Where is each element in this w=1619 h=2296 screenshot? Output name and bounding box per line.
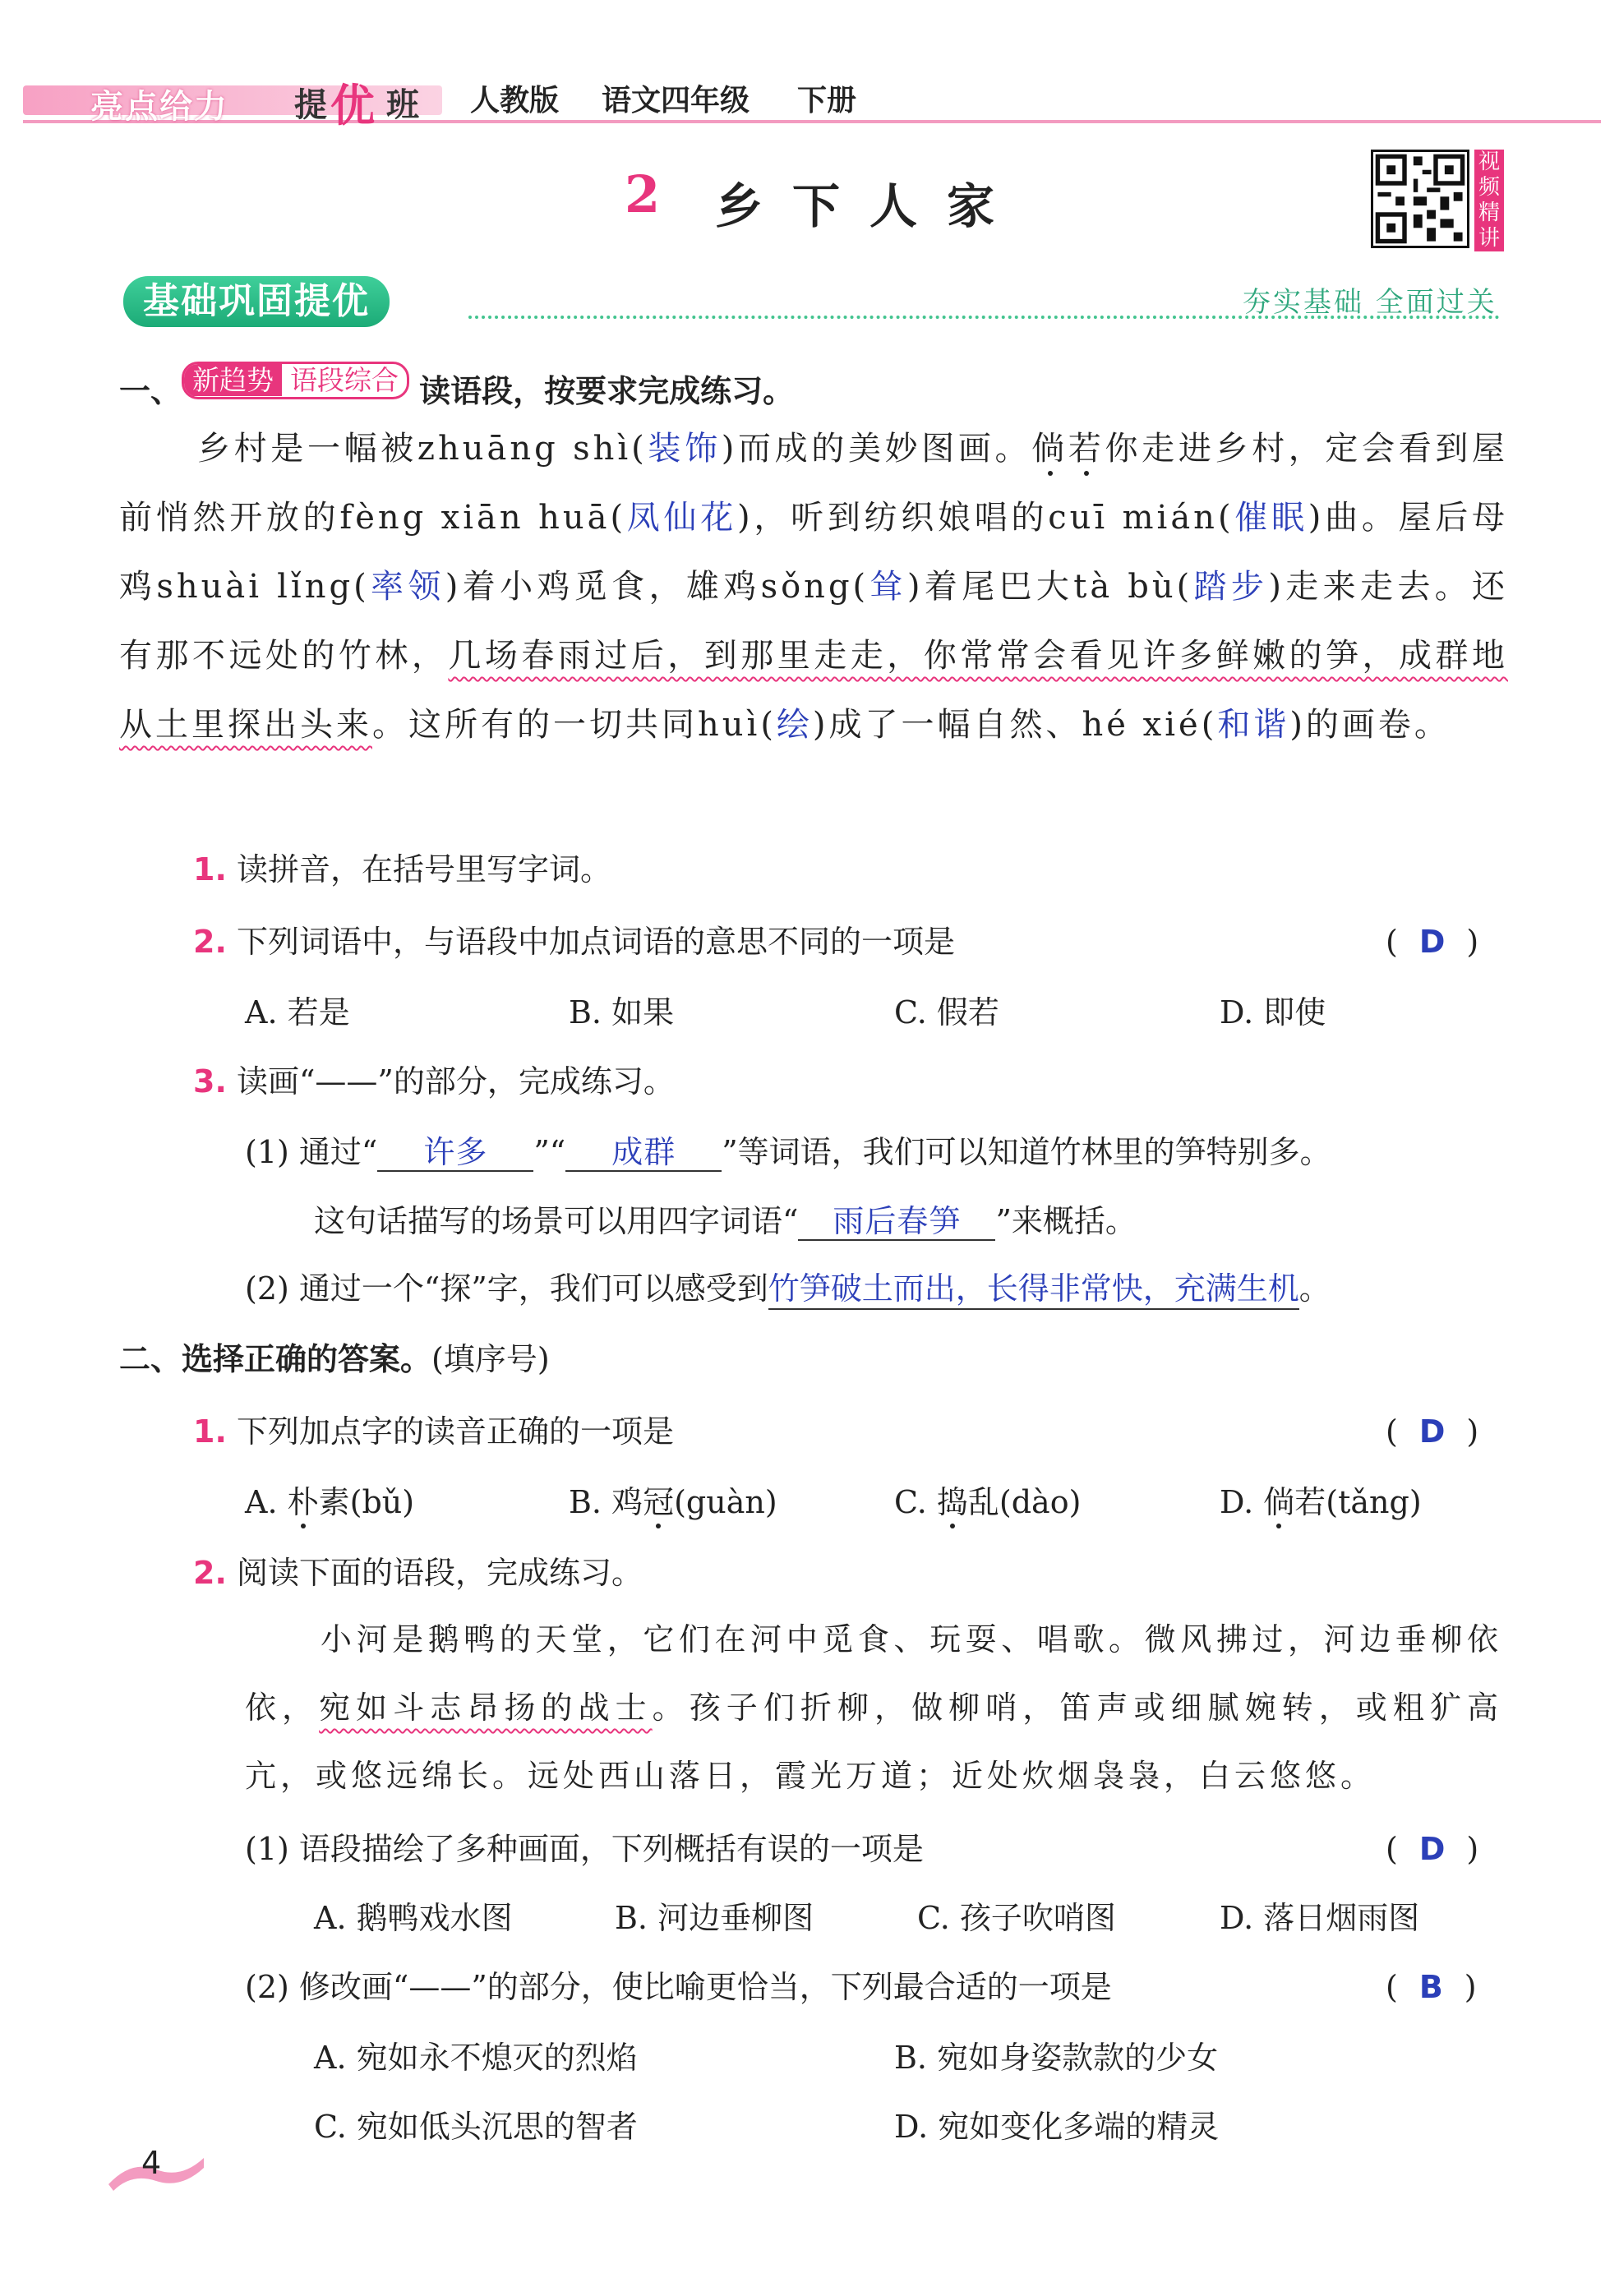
part1-heading [119, 362, 794, 409]
answer-bracket: ( D ) [1386, 1831, 1479, 1867]
question-text: 读拼音，在括号里写字词。 [236, 851, 611, 888]
answer-tabu: 踏步 [1192, 568, 1269, 606]
option: C. 假若 [894, 994, 999, 1030]
answer-choice: B [1418, 1969, 1443, 2005]
section-slogan: 夯实基础 全面过关 [1243, 286, 1497, 319]
passage-text: )而成的美妙图画。 [721, 430, 1032, 468]
part2-q2-sub2: (2) 修改画“——”的部分，使比喻更恰当，下列最合适的一项是 [245, 1969, 1112, 2005]
answer-bracket: ( B ) [1386, 1969, 1477, 2005]
option: A. 宛如永不熄灭的烈焰 [314, 2040, 638, 2076]
option: A. 若是 [245, 994, 350, 1030]
dotted-char: 倘 [1031, 430, 1068, 468]
question-number: 1. [193, 851, 227, 888]
sub-text: (1) 通过“ [245, 1134, 378, 1170]
dotted-char: 倘 [1263, 1484, 1295, 1520]
passage-text: )，听到纺织娘唱的cuī mián( [737, 499, 1234, 537]
part1-q3 [193, 1063, 675, 1100]
answer-song: 耸 [869, 568, 907, 606]
header-volume: 下册 [797, 84, 857, 118]
page-number: 4 [141, 2145, 162, 2181]
option: D. 落日烟雨图 [1220, 1900, 1420, 1936]
brand-ti: 提 [294, 86, 327, 124]
part2-label: 二、选择正确的答案。 [119, 1341, 432, 1377]
sub-text: ”来概括。 [995, 1203, 1137, 1239]
passage-text: )走来走去。还有那不远处的竹林， [119, 568, 1509, 675]
dotted-char: 朴 [287, 1484, 319, 1520]
part2-q1 [193, 1413, 674, 1450]
option-text: B. 鸡 [569, 1484, 643, 1520]
part2-hint: (填序号) [431, 1341, 550, 1377]
option: C. 孩子吹哨图 [917, 1900, 1116, 1936]
passage-text: )着小鸡觅食，雄鸡sǒng( [445, 568, 869, 606]
sub-text: ”“ [533, 1134, 566, 1170]
passage-text: 小河是鹅鸭的天堂，它们在河中觅食、玩耍、唱歌。微风拂过，河边垂柳依依， [245, 1621, 1502, 1726]
answer-cuimian: 催眠 [1234, 499, 1308, 537]
answer-blank: 竹笋破土而出，长得非常快，充满生机 [768, 1270, 1299, 1310]
qr-pattern [1373, 152, 1467, 246]
header-brand-background [23, 85, 442, 115]
option-text: A. [245, 1484, 288, 1520]
option: B. 宛如身姿款款的少女 [894, 2040, 1219, 2076]
option [1220, 1484, 1422, 1520]
wavy-underlined-sentence: 几场春雨过后，到那里走走，你常常会看见许多鲜嫩的笋，成群地从土里探出头来 [119, 637, 1509, 744]
brand-ban: 班 [386, 86, 419, 124]
answer-blank: 成群 [565, 1134, 722, 1172]
answer-blank: 雨后春笋 [798, 1203, 995, 1241]
option: A. 鹅鸭戏水图 [314, 1900, 513, 1936]
option: D. 即使 [1220, 994, 1326, 1030]
question-text: 阅读下面的语段，完成练习。 [236, 1555, 643, 1591]
qr-label: 视频精讲 [1474, 150, 1504, 251]
header-rule [23, 120, 1601, 123]
section-banner: 基础巩固提优 [123, 276, 390, 327]
tag-type: 语段综合 [290, 364, 399, 396]
answer-choice: D [1418, 924, 1446, 960]
answer-bracket: ( D ) [1386, 1413, 1479, 1450]
dotted-char: 冠 [643, 1484, 675, 1520]
question-type-tag [182, 362, 409, 399]
lesson-number: 2 [625, 164, 661, 224]
passage-text: 。孩子们折柳，做柳哨，笛声或细腻婉转，或粗犷高亢，或悠远绵长。远处西山落日，霞光万道；近处炊烟袅袅，白云悠悠。 [245, 1690, 1502, 1794]
header-subject-grade: 语文四年级 [602, 84, 750, 118]
question-number: 1. [193, 1413, 227, 1450]
option: D. 宛如变化多端的精灵 [894, 2109, 1220, 2145]
option [569, 1484, 777, 1520]
question-number: 3. [193, 1063, 227, 1100]
question-text: 读画“——”的部分，完成练习。 [236, 1063, 675, 1100]
option [245, 1484, 414, 1520]
part1-q3-sub1b [314, 1203, 1137, 1241]
part1-instruction: 读语段，按要求完成练习。 [419, 373, 795, 409]
option-text: (guàn) [674, 1484, 777, 1520]
option [894, 1484, 1081, 1520]
part2-passage [245, 1606, 1502, 1810]
brand-prefix: 亮点给力 [90, 88, 228, 126]
answer-hui: 绘 [776, 706, 813, 744]
wavy-underlined-sentence: 宛如斗志昂扬的战士 [319, 1690, 653, 1726]
answer-choice: D [1418, 1413, 1446, 1450]
lesson-title: 乡下人家 [715, 178, 1025, 234]
passage-text: 你走进乡村，定会看到屋前悄然开放的fèng xiān huā( [119, 430, 1509, 537]
answer-zhuangshi: 装饰 [647, 430, 722, 468]
tag-new-trend: 新趋势 [184, 364, 282, 396]
dotted-char: 若 [1068, 430, 1105, 468]
option-text: C. [894, 1484, 937, 1520]
option: B. 河边垂柳图 [615, 1900, 814, 1936]
passage-text: 。这所有的一切共同huì( [372, 706, 777, 744]
option-text: 乱(dào) [967, 1484, 1082, 1520]
sub-text: 。 [1298, 1270, 1331, 1307]
question-text: 下列词语中，与语段中加点词语的意思不同的一项是 [236, 924, 955, 960]
part1-q3-sub1 [245, 1134, 1331, 1172]
answer-bracket: ( D ) [1386, 924, 1479, 960]
answer-blank: 许多 [377, 1134, 533, 1172]
option: B. 如果 [569, 994, 675, 1030]
option-text: D. [1220, 1484, 1264, 1520]
part2-q2-sub1: (1) 语段描绘了多种画面，下列概括有误的一项是 [245, 1831, 924, 1867]
question-number: 2. [193, 924, 227, 960]
header-publisher: 人教版 [470, 84, 560, 118]
part1-q2 [193, 924, 955, 960]
answer-shuailing: 率领 [369, 568, 445, 606]
passage-text: 乡村是一幅被zhuāng shì( [197, 430, 648, 468]
passage-text: )曲。屋后母鸡shuài lǐng( [119, 499, 1509, 606]
part1-label: 一、 [119, 373, 182, 409]
answer-fengxianhua: 凤仙花 [626, 499, 738, 537]
part1-passage [119, 414, 1508, 759]
sub-text: 这句话描写的场景可以用四字词语“ [314, 1203, 799, 1239]
passage-text: )成了一幅自然、hé xié( [812, 706, 1218, 744]
option: C. 宛如低头沉思的智者 [314, 2109, 638, 2145]
option-text: 素(bǔ) [318, 1484, 415, 1520]
passage-text: )着尾巴大tà bù( [906, 568, 1193, 606]
question-number: 2. [193, 1555, 227, 1591]
dotted-char: 捣 [936, 1484, 968, 1520]
question-text: 下列加点字的读音正确的一项是 [236, 1413, 674, 1450]
answer-choice: D [1418, 1831, 1446, 1867]
part2-q2 [193, 1555, 643, 1591]
part2-heading [119, 1341, 550, 1377]
answer-hexie: 和谐 [1217, 706, 1290, 744]
qr-code-icon[interactable] [1371, 150, 1469, 248]
sub-text: (2) 通过一个“探”字，我们可以感受到 [245, 1270, 768, 1307]
brand-you: 优 [330, 80, 375, 131]
option-text: 若(tǎng) [1294, 1484, 1422, 1520]
sub-text: ”等词语，我们可以知道竹林里的笋特别多。 [722, 1134, 1331, 1170]
part1-q3-sub2 [245, 1270, 1331, 1307]
part1-q1 [193, 851, 611, 888]
passage-text: )的画卷。 [1289, 706, 1451, 744]
